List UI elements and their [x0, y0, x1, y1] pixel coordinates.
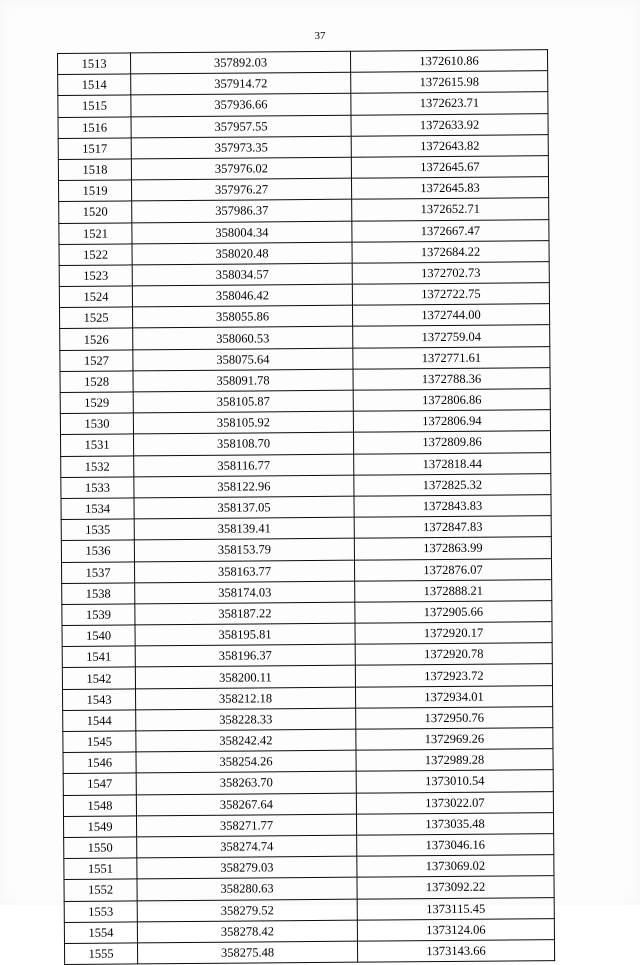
cell-value-a: 358271.77 — [136, 814, 356, 837]
cell-value-a: 358228.33 — [136, 708, 356, 731]
cell-index: 1538 — [62, 583, 135, 605]
cell-value-b: 1373035.48 — [356, 812, 553, 835]
cell-index: 1536 — [61, 540, 134, 562]
cell-index: 1535 — [61, 519, 134, 541]
cell-value-a: 358263.70 — [136, 772, 356, 795]
cell-value-b: 1372788.36 — [353, 367, 550, 390]
cell-index: 1518 — [58, 159, 131, 181]
cell-value-a: 358279.52 — [137, 899, 357, 922]
cell-value-b: 1372863.99 — [354, 537, 551, 560]
cell-index: 1529 — [60, 392, 133, 414]
cell-value-b: 1372989.28 — [356, 749, 553, 772]
cell-value-a: 358105.92 — [133, 411, 353, 434]
cell-value-b: 1373046.16 — [357, 834, 554, 857]
cell-index: 1532 — [61, 455, 134, 477]
cell-value-a: 358153.79 — [134, 538, 354, 561]
cell-value-a: 358274.74 — [137, 835, 357, 858]
cell-index: 1537 — [61, 561, 134, 583]
cell-index: 1542 — [62, 667, 135, 689]
cell-value-a: 358163.77 — [134, 560, 354, 583]
cell-index: 1544 — [63, 710, 136, 732]
cell-value-a: 358046.42 — [132, 284, 352, 307]
cell-value-a: 358174.03 — [135, 581, 355, 604]
cell-index: 1520 — [59, 201, 132, 223]
cell-index: 1552 — [64, 879, 137, 901]
cell-value-a: 358034.57 — [132, 263, 352, 286]
table-body — [58, 50, 555, 965]
cell-value-a: 358139.41 — [134, 517, 354, 540]
cell-value-b: 1372722.75 — [352, 283, 549, 306]
cell-value-a: 358075.64 — [133, 348, 353, 371]
coordinate-table-container — [57, 53, 534, 965]
cell-value-b: 1372825.32 — [354, 473, 551, 496]
cell-value-a: 358187.22 — [135, 602, 355, 625]
cell-index: 1554 — [64, 922, 137, 944]
cell-value-a: 358278.42 — [137, 920, 357, 943]
cell-value-b: 1372950.76 — [356, 706, 553, 729]
cell-index: 1517 — [58, 138, 131, 160]
cell-value-a: 358020.48 — [132, 242, 352, 265]
cell-value-a: 358212.18 — [135, 687, 355, 710]
cell-value-a: 357957.55 — [131, 115, 351, 138]
cell-value-a: 358116.77 — [134, 454, 354, 477]
cell-index: 1519 — [59, 180, 132, 202]
cell-index: 1545 — [63, 731, 136, 753]
cell-value-b: 1373069.02 — [357, 855, 554, 878]
cell-value-a: 358055.86 — [132, 305, 352, 328]
cell-index: 1521 — [59, 222, 132, 244]
cell-value-a: 358254.26 — [136, 750, 356, 773]
cell-index: 1522 — [59, 244, 132, 266]
cell-value-a: 358060.53 — [133, 327, 353, 350]
cell-value-b: 1373124.06 — [357, 918, 554, 941]
cell-value-a: 358137.05 — [134, 496, 354, 519]
cell-index: 1539 — [62, 604, 135, 626]
cell-value-b: 1372771.61 — [353, 346, 550, 369]
cell-index: 1527 — [60, 350, 133, 372]
cell-value-a: 358091.78 — [133, 369, 353, 392]
cell-value-b: 1372888.21 — [355, 579, 552, 602]
cell-value-b: 1372818.44 — [354, 452, 551, 475]
cell-index: 1513 — [58, 53, 131, 75]
cell-value-b: 1373010.54 — [356, 770, 553, 793]
cell-value-a: 357976.27 — [132, 178, 352, 201]
cell-value-b: 1372923.72 — [355, 664, 552, 687]
cell-value-b: 1373115.45 — [357, 897, 554, 920]
cell-value-b: 1372806.94 — [353, 410, 550, 433]
cell-index: 1540 — [62, 625, 135, 647]
cell-value-a: 358280.63 — [137, 877, 357, 900]
cell-value-b: 1372876.07 — [354, 558, 551, 581]
cell-value-a: 357986.37 — [132, 200, 352, 223]
cell-index: 1534 — [61, 498, 134, 520]
cell-index: 1526 — [60, 328, 133, 350]
cell-index: 1549 — [63, 816, 136, 838]
cell-index: 1531 — [60, 434, 133, 456]
cell-value-b: 1372684.22 — [352, 240, 549, 263]
cell-value-b: 1372645.67 — [351, 156, 548, 179]
cell-value-a: 358108.70 — [133, 433, 353, 456]
cell-value-b: 1372843.83 — [354, 495, 551, 518]
cell-value-b: 1373092.22 — [357, 876, 554, 899]
cell-value-b: 1372969.26 — [356, 728, 553, 751]
cell-value-b: 1372643.82 — [351, 134, 548, 157]
cell-value-a: 358105.87 — [133, 390, 353, 413]
cell-value-b: 1372667.47 — [352, 219, 549, 242]
coordinate-table — [57, 49, 555, 965]
cell-index: 1547 — [63, 773, 136, 795]
cell-value-b: 1373022.07 — [356, 791, 553, 814]
cell-index: 1533 — [61, 477, 134, 499]
cell-index: 1516 — [58, 116, 131, 138]
cell-value-b: 1372806.86 — [353, 389, 550, 412]
cell-value-b: 1372652.71 — [352, 198, 549, 221]
cell-value-a: 358122.96 — [134, 475, 354, 498]
cell-index: 1515 — [58, 95, 131, 117]
table-row — [64, 939, 554, 964]
cell-value-a: 358004.34 — [132, 221, 352, 244]
cell-index: 1555 — [64, 943, 137, 965]
cell-value-b: 1372920.78 — [355, 643, 552, 666]
cell-value-b: 1372615.98 — [351, 71, 548, 94]
cell-value-a: 357936.66 — [131, 94, 351, 117]
cell-value-b: 1372702.73 — [352, 262, 549, 285]
cell-value-a: 357914.72 — [131, 72, 351, 95]
cell-value-a: 358200.11 — [135, 666, 355, 689]
cell-value-b: 1372645.83 — [351, 177, 548, 200]
cell-value-b: 1373143.66 — [357, 939, 554, 962]
cell-value-a: 357976.02 — [131, 157, 351, 180]
cell-value-b: 1372905.66 — [355, 601, 552, 624]
cell-value-b: 1372920.17 — [355, 622, 552, 645]
cell-value-b: 1372744.00 — [352, 304, 549, 327]
cell-index: 1541 — [62, 646, 135, 668]
cell-index: 1528 — [60, 371, 133, 393]
cell-value-b: 1372610.86 — [350, 50, 547, 73]
page-number: 37 — [314, 30, 326, 42]
cell-index: 1546 — [63, 752, 136, 774]
cell-value-a: 357973.35 — [131, 136, 351, 159]
cell-index: 1543 — [62, 689, 135, 711]
cell-index: 1553 — [64, 900, 137, 922]
cell-value-a: 358195.81 — [135, 623, 355, 646]
cell-index: 1514 — [58, 74, 131, 96]
cell-index: 1550 — [64, 837, 137, 859]
cell-index: 1548 — [63, 794, 136, 816]
cell-value-b: 1372809.86 — [353, 431, 550, 454]
cell-index: 1525 — [60, 307, 133, 329]
cell-value-b: 1372633.92 — [351, 113, 548, 136]
cell-value-a: 357892.03 — [131, 51, 351, 74]
cell-value-b: 1372934.01 — [355, 685, 552, 708]
cell-value-b: 1372623.71 — [351, 92, 548, 115]
cell-value-a: 358279.03 — [137, 856, 357, 879]
cell-index: 1523 — [59, 265, 132, 287]
cell-value-b: 1372847.83 — [354, 516, 551, 539]
cell-value-a: 358196.37 — [135, 644, 355, 667]
cell-value-a: 358267.64 — [136, 793, 356, 816]
cell-index: 1530 — [60, 413, 133, 435]
cell-index: 1524 — [59, 286, 132, 308]
cell-index: 1551 — [64, 858, 137, 880]
cell-value-b: 1372759.04 — [353, 325, 550, 348]
cell-value-a: 358242.42 — [136, 729, 356, 752]
cell-value-a: 358275.48 — [137, 941, 357, 964]
